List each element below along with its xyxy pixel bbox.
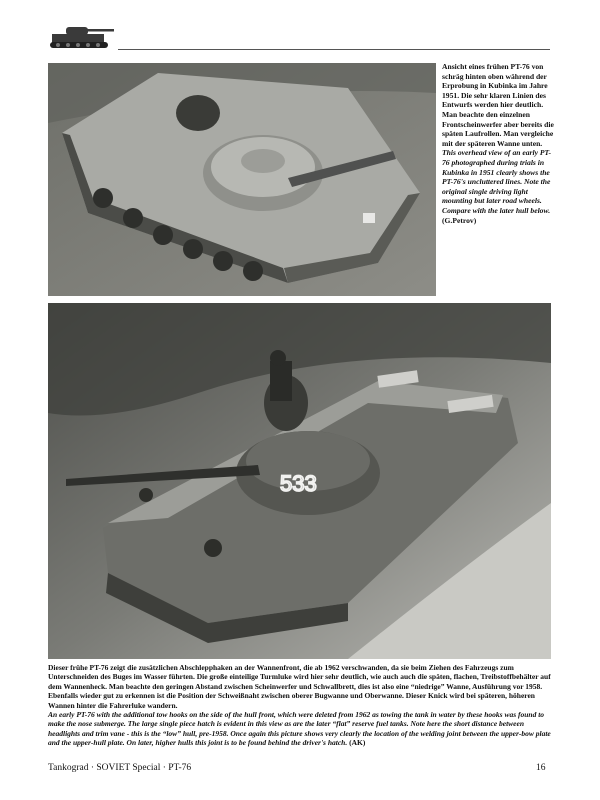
pt76-overhead-photo <box>48 63 436 296</box>
page-number: 16 <box>536 763 546 773</box>
bottom-caption-german: Dieser frühe PT-76 zeigt die zusätzlichen Abschlepphaken an der Wannenfront, die ab 1962 verschwanden, da sie beim Ziehen des Fahrzeugs zum Unterschneiden des Buges im Wasser führten. Die große einteilige Turmluke wird hier sehr deutlich, wie auch auch die späten, flachen, Treibstoffbehälter auf dem Wannenheck. Man beachte den geringen Abstand zwischen Scheinwerfer und Schwallbrett, dies ist also eine “niedrige” Wanne, Ausführung vor 1958. Ebenfalls wieder gut zu erkennen ist die Position der Schweißnaht zwischen oberer Bugwanne und Oberwanne. Dieser Knick wird bei späteren, höheren Wannen hinter die Fahrerluke wandern. <box>48 663 551 710</box>
side-caption-english: This overhead view of an early PT-76 photographed during trials in Kubinka in 1951 clearly shows the PT-76's uncluttered lines. Note the original single driving light mounting but later road wheels. Compare with the later hull below. <box>442 148 551 215</box>
footer-publication-title: Tankograd · SOVIET Special · PT-76 <box>48 763 192 773</box>
pt76-533-ditch-photo <box>48 303 551 659</box>
turret-number: 533 <box>280 471 317 496</box>
side-caption <box>442 62 554 225</box>
bottom-caption-english: An early PT-76 with the additional tow hooks on the side of the hull front, which were deleted from 1962 as towing the tank in water by these hooks was found to make the nose submerge. The large single piece hatch is evident in this view as are the later “flat” reserve fuel tanks. Note here the short distance between headlights and trim vane - this is the “low” hull, pre-1958. Once again this picture shows very clearly the location of the welding joint between the upper-bow plate and the upper-hull plate. On later, higher hulls this joint is to be found behind the driver's hatch. <box>48 710 551 748</box>
side-caption-german: Ansicht eines frühen PT-76 von schräg hinten oben während der Erprobung in Kubinka im Jahre 1951. Die sehr klaren Linien des Entwurfs werden hier deutlich. Man beachte den einzelnen Frontscheinwerfer aber bereits die späten Laufrollen. Man vergleiche mit der späteren Wanne unten. <box>442 62 554 148</box>
bottom-caption-credit: (AK) <box>349 738 366 748</box>
side-caption-credit: (G.Petrov) <box>442 215 477 225</box>
tank-silhouette-icon <box>46 14 118 54</box>
header-rule <box>118 49 550 50</box>
bottom-caption <box>48 663 554 748</box>
